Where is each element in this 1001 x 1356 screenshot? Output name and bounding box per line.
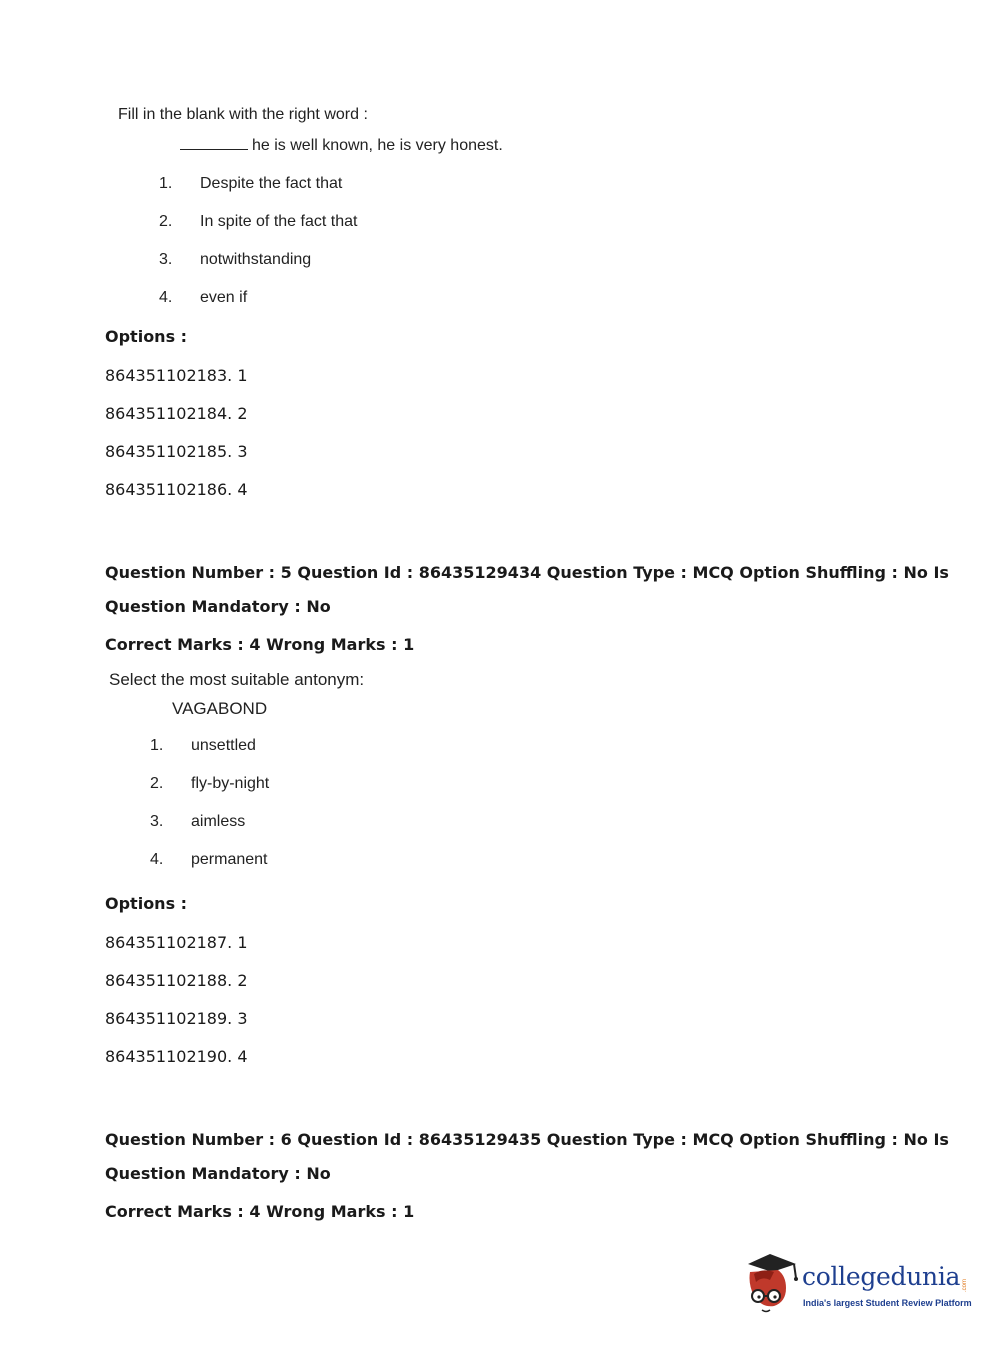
mascot-graduate-icon xyxy=(740,1250,800,1318)
q5-header-line2: Question Mandatory : No xyxy=(105,597,331,616)
q4-choice-text: Despite the fact that xyxy=(200,175,343,192)
logo-com-suffix: .com xyxy=(962,1278,968,1292)
q5-marks: Correct Marks : 4 Wrong Marks : 1 xyxy=(105,635,415,654)
q4-choice-num: 4. xyxy=(159,289,173,306)
q4-option-line: 864351102184. 2 xyxy=(105,404,248,423)
q4-sentence xyxy=(180,137,503,155)
q4-sentence-text: he is well known, he is very honest. xyxy=(252,137,503,154)
q5-header-line1: Question Number : 5 Question Id : 86435129434 Question Type : MCQ Option Shuffling : No Is xyxy=(105,563,949,582)
q5-word: VAGABOND xyxy=(172,699,268,718)
q4-choice-text: In spite of the fact that xyxy=(200,213,358,230)
q4-choice-num: 1. xyxy=(159,175,173,192)
q5-choice-text: aimless xyxy=(191,813,246,830)
q4-options-label: Options : xyxy=(105,327,188,346)
q5-choice-text: fly-by-night xyxy=(191,775,270,792)
collegedunia-logo[interactable] xyxy=(740,1250,970,1320)
q4-prompt: Fill in the blank with the right word : xyxy=(118,106,368,123)
q5-prompt: Select the most suitable antonym: xyxy=(109,670,365,689)
q4-choice-num: 3. xyxy=(159,251,173,268)
q4-option-line: 864351102185. 3 xyxy=(105,442,248,461)
q6-header-line2: Question Mandatory : No xyxy=(105,1164,331,1183)
q4-option-line: 864351102186. 4 xyxy=(105,480,248,499)
q5-choice-text: unsettled xyxy=(191,737,256,754)
q5-options-label: Options : xyxy=(105,894,188,913)
q4-choice-text: even if xyxy=(200,289,248,306)
q5-choice-num: 2. xyxy=(150,775,164,792)
q5-choice-num: 4. xyxy=(150,851,164,868)
q5-option-line: 864351102187. 1 xyxy=(105,933,248,952)
q6-header-line1: Question Number : 6 Question Id : 86435129435 Question Type : MCQ Option Shuffling : No Is xyxy=(105,1130,949,1149)
logo-wordmark: collegedunia xyxy=(802,1262,961,1291)
q5-choice-num: 1. xyxy=(150,737,164,754)
q4-blank xyxy=(180,148,248,150)
q4-option-line: 864351102183. 1 xyxy=(105,366,248,385)
logo-tagline: India's largest Student Review Platform xyxy=(803,1298,972,1308)
q5-choice-num: 3. xyxy=(150,813,164,830)
q5-option-line: 864351102188. 2 xyxy=(105,971,248,990)
q4-choice-num: 2. xyxy=(159,213,173,230)
q6-marks: Correct Marks : 4 Wrong Marks : 1 xyxy=(105,1202,415,1221)
q5-choice-text: permanent xyxy=(191,851,268,868)
q4-choice-text: notwithstanding xyxy=(200,251,312,268)
q5-option-line: 864351102189. 3 xyxy=(105,1009,248,1028)
q5-option-line: 864351102190. 4 xyxy=(105,1047,248,1066)
